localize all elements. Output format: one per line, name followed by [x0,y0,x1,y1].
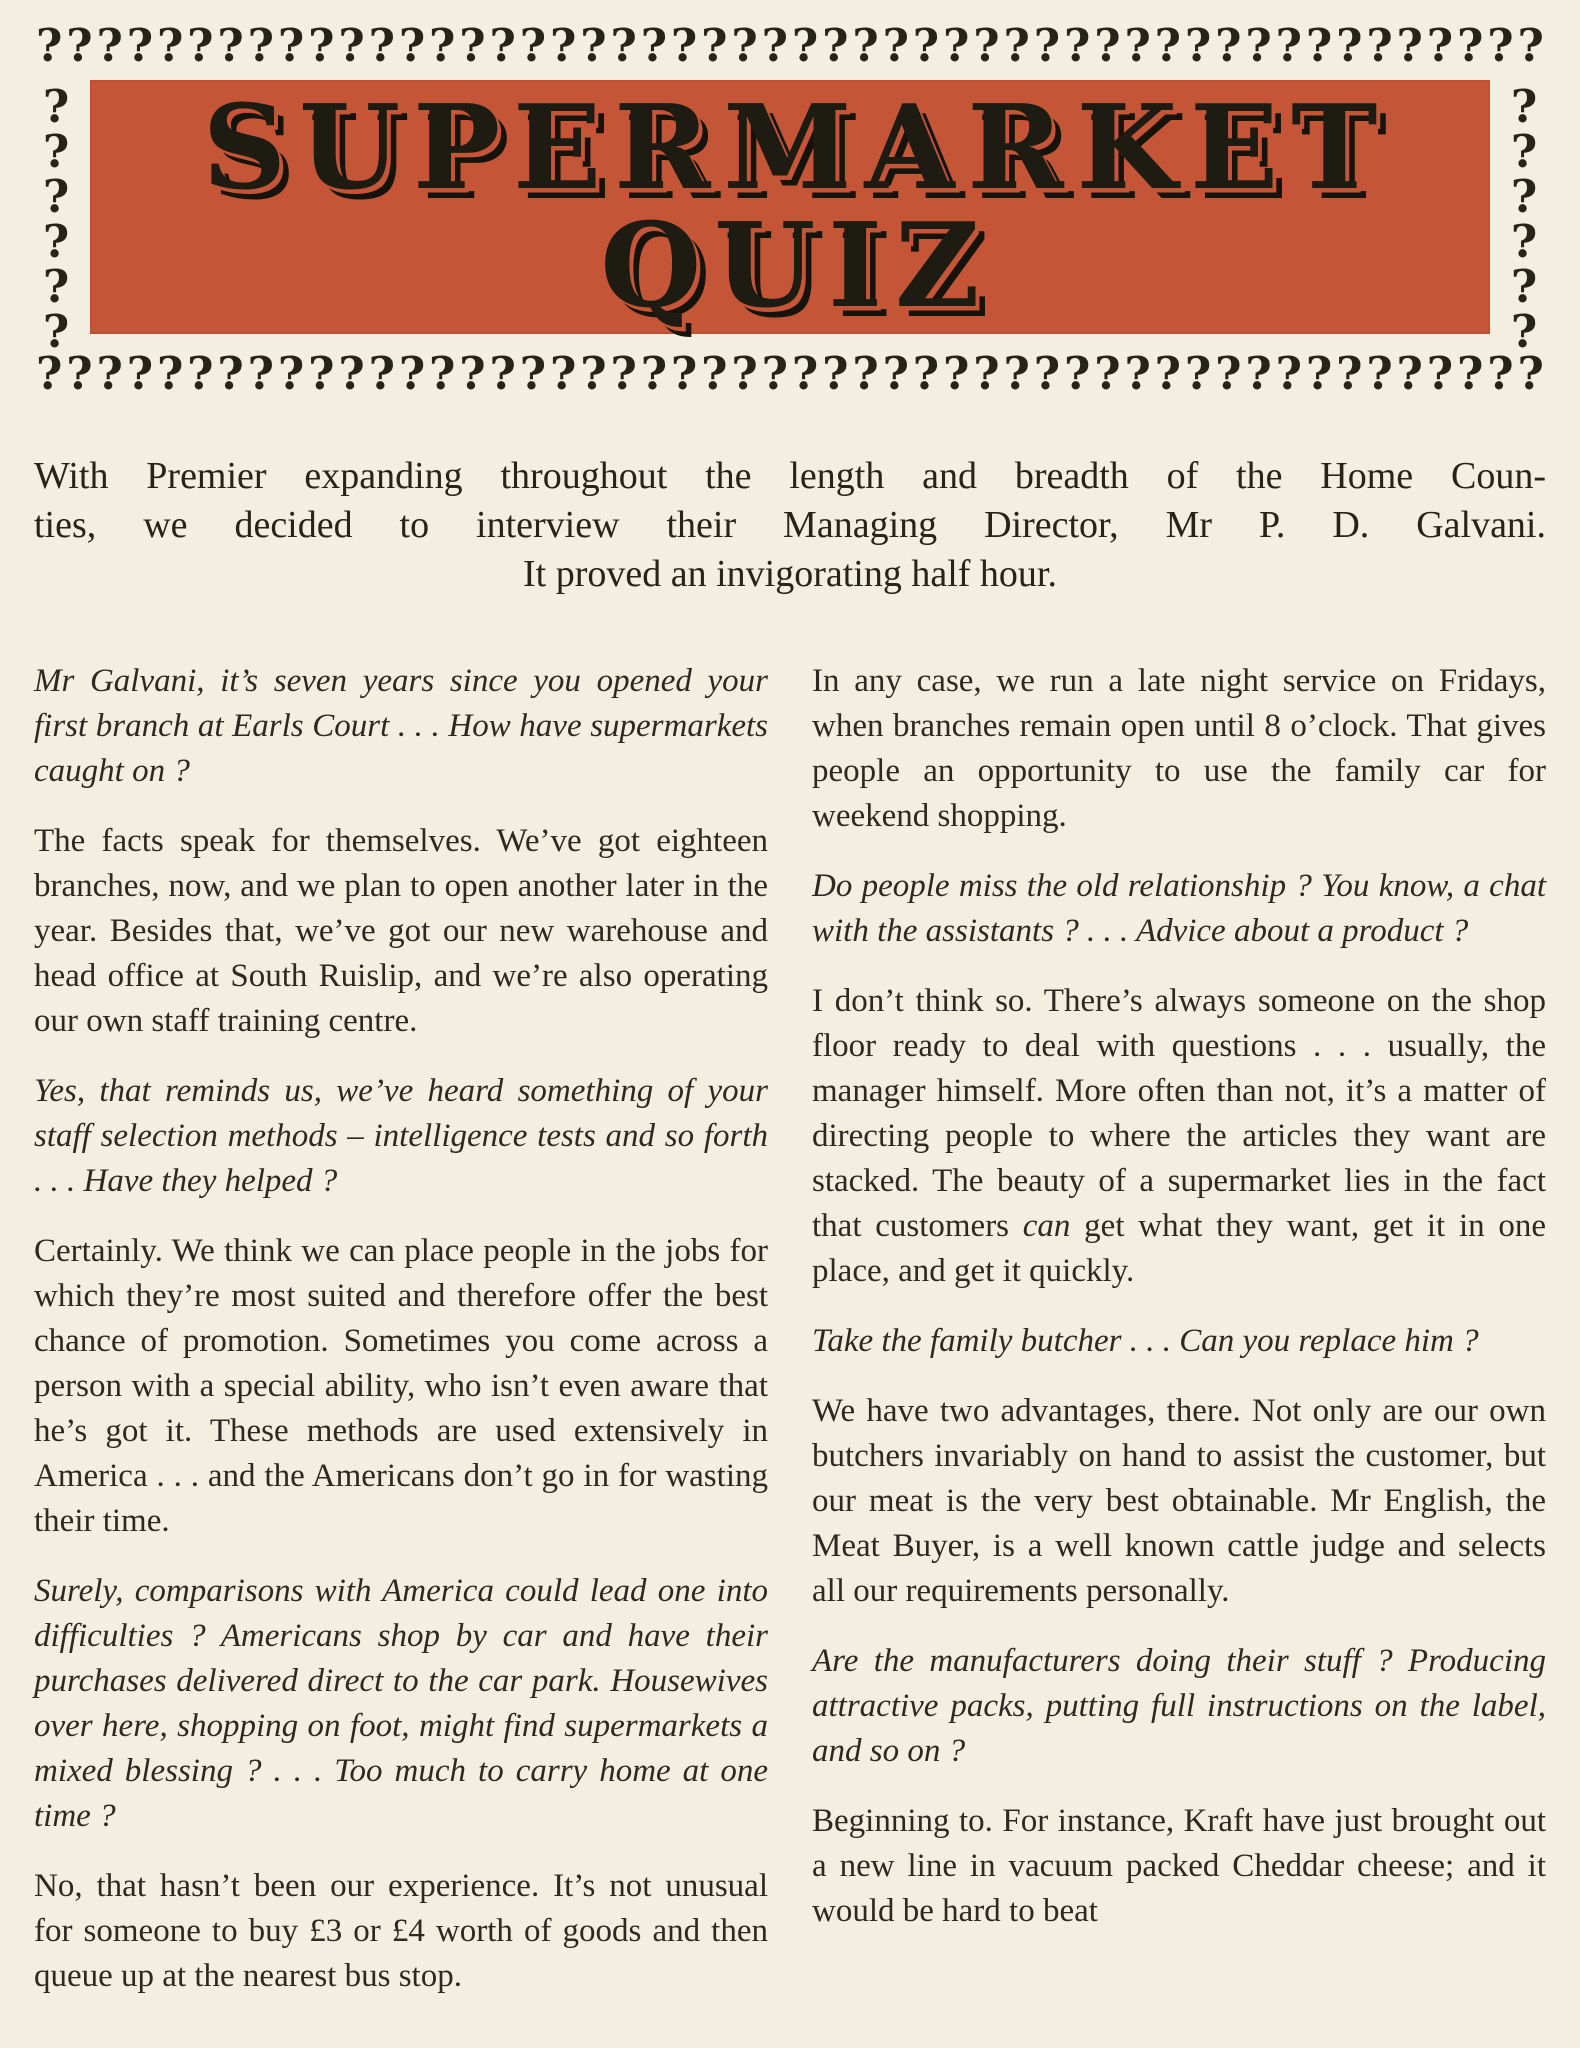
question-mark-glyph: ? [368,347,395,400]
question-mark-glyph: ? [1487,19,1514,72]
question-mark-glyph: ? [912,19,940,72]
question-mark-glyph: ? [1487,347,1514,400]
question-mark-glyph: ? [943,19,970,72]
title-banner [90,80,1490,334]
question-mark-glyph: ? [1215,347,1242,400]
question-mark-glyph: ? [852,347,879,400]
question-mark-glyph: ? [731,347,758,400]
article-title-line1: SUPERMARKET [202,80,1391,216]
question-mark-glyph: ? [36,19,63,72]
question-mark-glyph: ? [247,19,275,72]
question-mark-border-top [34,19,1546,72]
interview-answer: I don’t think so. There’s always someone on the shop floor ready to deal with questions . . . usually, the manager himself. More often than not, it’s a matter of directing people to where the articles they want are stacked. The beauty of a supermarket lies in the fact that customers can get what they want, get it in one place, and get it quickly. [812,983,1546,1289]
question-mark-glyph: ? [1184,19,1212,72]
question-mark-glyph: ? [429,347,456,400]
question-mark-glyph: ? [429,19,456,72]
question-mark-glyph: ? [580,347,607,400]
question-mark-glyph: ? [549,347,577,400]
question-mark-glyph: ? [852,19,879,72]
question-mark-glyph: ? [338,19,365,72]
interview-answer: The facts speak for themselves. We’ve got eighteen branches, now, and we plan to open another later in the year. Besides that, we’ve got our new warehouse and head office at South Ruislip, and we’re also operating our own staff training centre. [34,823,768,1039]
question-mark-glyph: ? [791,19,819,72]
question-mark-glyph: ? [1063,19,1091,72]
question-mark-glyph: ? [42,305,70,358]
question-mark-glyph: ? [217,347,244,400]
question-mark-glyph: ? [156,19,184,72]
question-mark-glyph: ? [187,19,214,72]
question-mark-glyph: ? [1510,260,1538,313]
question-mark-glyph: ? [1094,19,1121,72]
question-mark-glyph: ? [489,347,516,400]
question-mark-glyph: ? [1154,19,1182,72]
question-mark-border-bottom [34,347,1546,400]
question-mark-glyph: ? [791,347,819,400]
question-mark-glyph: ? [549,19,577,72]
question-mark-glyph: ? [126,19,154,72]
interview-question: Do people miss the old relationship ? You know, a chat with the assistants ? . . . Advice about a product ? [812,868,1546,949]
masthead [34,19,1546,400]
question-mark-glyph: ? [1510,170,1538,223]
question-mark-glyph: ? [610,347,637,400]
question-mark-glyph: ? [277,347,305,400]
question-mark-glyph: ? [1094,347,1121,400]
question-mark-glyph: ? [580,19,607,72]
question-mark-glyph: ? [368,19,395,72]
question-mark-glyph: ? [1245,347,1272,400]
right-column [812,659,1546,2024]
question-mark-glyph: ? [1245,19,1272,72]
article-title-line2: QUIZ [600,198,993,334]
question-mark-glyph: ? [761,347,788,400]
interview-answer: Certainly. We think we can place people in the jobs for which they’re most suited and therefore offer the best chance of promotion. Sometimes you come across a person with a special ability, who isn’t even aware that he’s got it. These methods are used extensively in America . . . and the Americans don’t go in for wasting their time. [34,1233,768,1539]
question-mark-glyph: ? [36,347,63,400]
question-mark-glyph: ? [519,19,547,72]
question-mark-glyph: ? [96,19,123,72]
interview-answer: We have two advantages, there. Not only are our own butchers invariably on hand to assist the customer, but our meat is the very best obtainable. Mr English, the Meat Buyer, is a well known cattle judge and selects all our requirements personally. [812,1393,1546,1609]
question-mark-glyph: ? [1275,347,1302,400]
question-mark-glyph: ? [42,215,70,268]
question-mark-glyph: ? [1510,305,1538,358]
intro-line-1: With Premier expanding throughout the length and breadth of the Home Coun- [34,455,1546,497]
question-mark-glyph: ? [943,347,970,400]
question-mark-glyph: ? [882,347,909,400]
question-mark-border-left [34,80,78,358]
question-mark-glyph: ? [640,347,668,400]
question-mark-glyph: ? [640,19,668,72]
question-mark-glyph: ? [610,19,637,72]
question-mark-glyph: ? [1063,347,1091,400]
question-mark-glyph: ? [489,19,516,72]
question-mark-glyph: ? [398,347,426,400]
question-mark-glyph: ? [1457,19,1484,72]
question-mark-glyph: ? [822,347,849,400]
question-mark-glyph: ? [519,347,547,400]
question-mark-glyph: ? [731,19,758,72]
question-mark-glyph: ? [1124,347,1151,400]
question-mark-glyph: ? [1003,347,1030,400]
question-mark-glyph: ? [1305,19,1333,72]
question-mark-glyph: ? [1426,19,1454,72]
question-mark-glyph: ? [247,347,275,400]
question-mark-glyph: ? [761,19,788,72]
question-mark-glyph: ? [1457,347,1484,400]
question-mark-glyph: ? [187,347,214,400]
question-mark-glyph: ? [1517,347,1544,400]
question-mark-glyph: ? [1366,19,1393,72]
question-mark-glyph: ? [701,19,728,72]
question-mark-glyph: ? [1275,19,1302,72]
question-mark-glyph: ? [126,347,154,400]
question-mark-glyph: ? [398,19,426,72]
question-mark-glyph: ? [973,347,1000,400]
interview-question: Surely, comparisons with America could lead one into difficulties ? Americans shop by car and have their purchases delivered direct to the car park. Housewives over here, shopping on foot, might find supermarkets a mixed blessing ? . . . Too much to carry home at one time ? [34,1573,768,1834]
question-mark-glyph: ? [338,347,365,400]
question-mark-glyph: ? [822,19,849,72]
question-mark-glyph: ? [1366,347,1393,400]
question-mark-glyph: ? [1517,19,1544,72]
question-mark-glyph: ? [1215,19,1242,72]
question-mark-glyph: ? [217,19,244,72]
question-mark-glyph: ? [459,347,486,400]
question-mark-glyph: ? [1336,19,1363,72]
question-mark-glyph: ? [1305,347,1333,400]
question-mark-glyph: ? [156,347,184,400]
interview-question: Mr Galvani, it’s seven years since you opened your first branch at Earls Court . . . How have supermarkets caught on ? [34,663,768,789]
question-mark-glyph: ? [1003,19,1030,72]
question-mark-glyph: ? [459,19,486,72]
interview-question: Take the family butcher . . . Can you replace him ? [812,1323,1479,1359]
question-mark-glyph: ? [670,347,698,400]
question-mark-glyph: ? [1510,80,1538,133]
question-mark-glyph: ? [66,19,93,72]
question-mark-glyph: ? [66,347,93,400]
question-mark-glyph: ? [42,80,70,133]
question-mark-glyph: ? [1033,347,1061,400]
interview-answer: Beginning to. For instance, Kraft have just brought out a new line in vacuum packed Cheddar cheese; and it would be hard to beat [812,1803,1546,1929]
question-mark-glyph: ? [1336,347,1363,400]
question-mark-glyph: ? [96,347,123,400]
question-mark-glyph: ? [1396,19,1423,72]
question-mark-glyph: ? [973,19,1000,72]
question-mark-glyph: ? [1510,215,1538,268]
question-mark-glyph: ? [670,19,698,72]
intro-line-3: It proved an invigorating half hour. [523,553,1057,595]
question-mark-glyph: ? [277,19,305,72]
interview-columns [34,659,1546,2024]
question-mark-glyph: ? [912,347,940,400]
interview-question: Are the manufacturers doing their stuff ? Producing attractive packs, putting full instructions on the label, and so on ? [812,1643,1546,1769]
intro-paragraph [34,452,1546,599]
question-mark-glyph: ? [1510,125,1538,178]
left-column [34,659,768,2024]
intro-line-2: ties, we decided to interview their Managing Director, Mr P. D. Galvani. [34,504,1546,546]
question-mark-glyph: ? [42,125,70,178]
question-mark-glyph: ? [42,260,70,313]
interview-answer: In any case, we run a late night service on Fridays, when branches remain open until 8 o’clock. That gives people an opportunity to use the family car for weekend shopping. [812,663,1546,834]
question-mark-glyph: ? [1154,347,1182,400]
interview-answer: No, that hasn’t been our experience. It’s not unusual for someone to buy £3 or £4 worth of goods and then queue up at the nearest bus stop. [34,1868,768,1994]
masthead-middle [34,80,1546,358]
interview-question: Yes, that reminds us, we’ve heard something of your staff selection methods – intelligence tests and so forth . . . Have they helped ? [34,1073,768,1199]
question-mark-glyph: ? [308,347,335,400]
question-mark-glyph: ? [1124,19,1151,72]
question-mark-glyph: ? [1426,347,1454,400]
question-mark-glyph: ? [1184,347,1212,400]
question-mark-glyph: ? [308,19,335,72]
question-mark-glyph: ? [882,19,909,72]
question-mark-glyph: ? [1396,347,1423,400]
question-mark-glyph: ? [42,170,70,223]
question-mark-glyph: ? [1033,19,1061,72]
question-mark-border-right [1502,80,1546,358]
question-mark-glyph: ? [701,347,728,400]
